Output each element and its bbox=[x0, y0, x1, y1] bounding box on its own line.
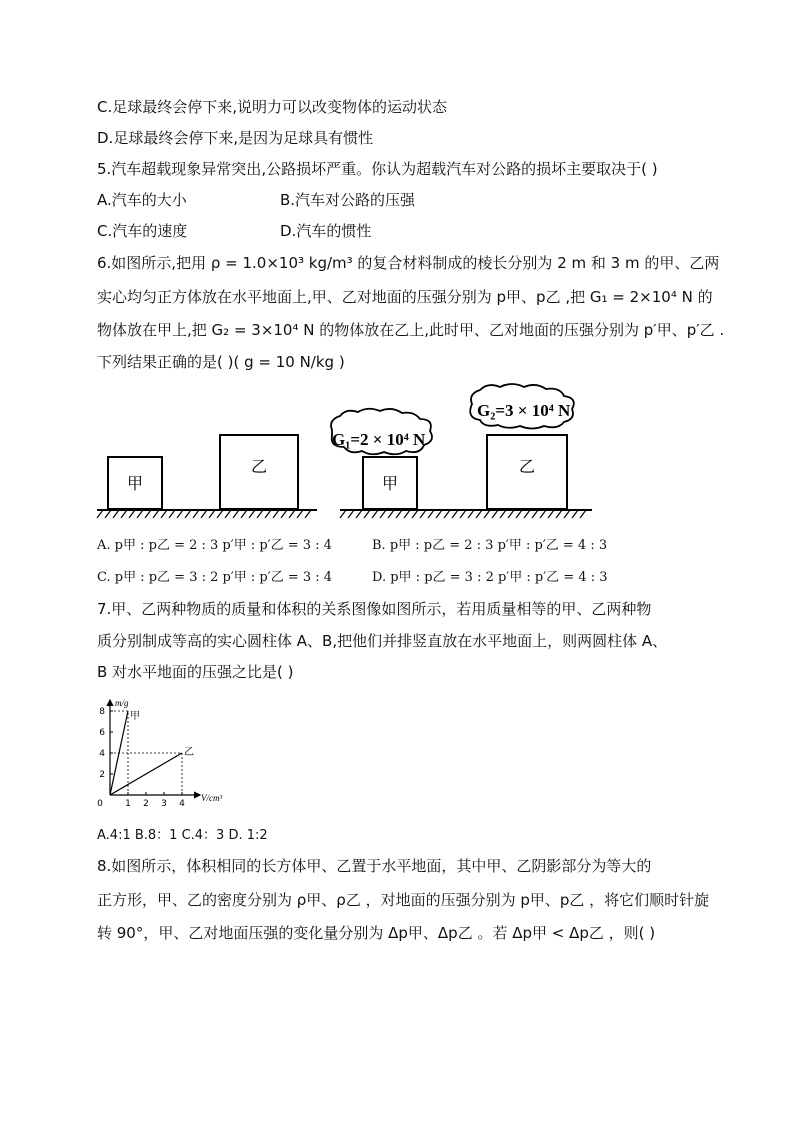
q5-option-b: B.汽车对公路的压强 bbox=[280, 191, 416, 209]
q5-option-d: D.汽车的惯性 bbox=[280, 222, 372, 240]
hatch-mark bbox=[297, 510, 303, 518]
hatch-mark bbox=[169, 510, 175, 518]
hatch-mark bbox=[201, 510, 207, 518]
hatch-mark bbox=[548, 510, 554, 518]
hatch-mark bbox=[476, 510, 482, 518]
series-label-1: 乙 bbox=[184, 747, 194, 758]
hatch-mark bbox=[564, 510, 570, 518]
q6-stem-line1: 6.如图所示,把用 ρ = 1.0×10³ kg/m³ 的复合材料制成的棱长分别为 2 m 和 3 m 的甲、乙两 bbox=[97, 254, 720, 272]
block-jia-left-label: 甲 bbox=[126, 474, 144, 493]
hatch-mark bbox=[396, 510, 402, 518]
hatch-mark bbox=[233, 510, 239, 518]
block-yi-right-label: 乙 bbox=[518, 457, 536, 476]
hatch-mark bbox=[225, 510, 231, 518]
hatch-mark bbox=[121, 510, 127, 518]
y-tick-label: 6 bbox=[99, 728, 105, 738]
hatch-mark bbox=[388, 510, 394, 518]
hatch-mark bbox=[508, 510, 514, 518]
x-tick-label: 2 bbox=[143, 799, 149, 809]
hatch-mark bbox=[161, 510, 167, 518]
q4-option-d: D.足球最终会停下来,是因为足球具有惯性 bbox=[97, 129, 374, 147]
ground-hatch-left bbox=[97, 510, 311, 518]
q8-stem-line2: 正方形，甲、乙的密度分别为 ρ甲、ρ乙 ，对地面的压强分别为 p甲、p乙 ，将它们顺时针旋 bbox=[97, 891, 710, 909]
hatch-mark bbox=[137, 510, 143, 518]
hatch-mark bbox=[209, 510, 215, 518]
q8-stem-line1: 8.如图所示，体积相同的长方体甲、乙置于水平地面，其中甲、乙阴影部分为等大的 bbox=[97, 857, 652, 875]
hatch-mark bbox=[580, 510, 586, 518]
hatch-mark bbox=[412, 510, 418, 518]
cloud-g2-label: G₂=3 × 10⁴ N bbox=[477, 401, 571, 420]
hatch-mark bbox=[468, 510, 474, 518]
hatch-mark bbox=[217, 510, 223, 518]
hatch-mark bbox=[340, 510, 346, 518]
hatch-mark bbox=[380, 510, 386, 518]
hatch-mark bbox=[556, 510, 562, 518]
hatch-mark bbox=[185, 510, 191, 518]
q5-option-c: C.汽车的速度 bbox=[97, 222, 188, 240]
y-tick-label: 4 bbox=[99, 749, 105, 759]
hatch-mark bbox=[356, 510, 362, 518]
ground-hatch-right bbox=[340, 510, 586, 518]
hatch-mark bbox=[145, 510, 151, 518]
cloud-g1-label: G₁=2 × 10⁴ N bbox=[332, 430, 426, 449]
hatch-mark bbox=[372, 510, 378, 518]
q6-stem-line3: 物体放在甲上,把 G₂ = 3×10⁴ N 的物体放在乙上,此时甲、乙对地面的压强分别为 p′甲、p′乙 . bbox=[97, 321, 725, 339]
hatch-mark bbox=[305, 510, 311, 518]
hatch-mark bbox=[516, 510, 522, 518]
hatch-mark bbox=[281, 510, 287, 518]
x-axis-label: V/cm³ bbox=[201, 793, 223, 803]
hatch-mark bbox=[364, 510, 370, 518]
q6-figure-right bbox=[332, 390, 600, 530]
hatch-mark bbox=[193, 510, 199, 518]
hatch-mark bbox=[492, 510, 498, 518]
x-tick-label: 3 bbox=[161, 799, 167, 809]
hatch-mark bbox=[500, 510, 506, 518]
hatch-mark bbox=[572, 510, 578, 518]
hatch-mark bbox=[265, 510, 271, 518]
q7-stem-line1: 7.甲、乙两种物质的质量和体积的关系图像如图所示，若用质量相等的甲、乙两种物 bbox=[97, 600, 652, 618]
q5-stem: 5.汽车超载现象异常突出,公路损坏严重。你认为超载汽车对公路的损坏主要取决于( ) bbox=[97, 160, 658, 178]
block-yi-left-label: 乙 bbox=[250, 457, 268, 476]
q7-stem-line3: B 对水平地面的压强之比是( ) bbox=[97, 663, 294, 681]
hatch-mark bbox=[524, 510, 530, 518]
hatch-mark bbox=[444, 510, 450, 518]
hatch-mark bbox=[436, 510, 442, 518]
q7-options: A.4:1 B.8：1 C.4：3 D. 1:2 bbox=[97, 828, 268, 843]
series-line-1 bbox=[110, 753, 182, 795]
hatch-mark bbox=[153, 510, 159, 518]
x-tick-label: 4 bbox=[179, 799, 185, 809]
hatch-mark bbox=[428, 510, 434, 518]
q6-option-a: A. p甲 : p乙 = 2 : 3 p′甲 : p′乙 = 3 : 4 bbox=[97, 538, 332, 553]
q6-figure-left bbox=[97, 390, 327, 530]
q4-option-c: C.足球最终会停下来,说明力可以改变物体的运动状态 bbox=[97, 98, 448, 116]
q8-stem-line3: 转 90°，甲、乙对地面压强的变化量分别为 Δp甲、Δp乙 。若 Δp甲 < Δp乙 ，则( ) bbox=[97, 924, 656, 942]
hatch-mark bbox=[113, 510, 119, 518]
hatch-mark bbox=[257, 510, 263, 518]
hatch-mark bbox=[129, 510, 135, 518]
hatch-mark bbox=[348, 510, 354, 518]
q7-stem-line2: 质分别制成等高的实心圆柱体 A、B,把他们并排竖直放在水平地面上，则两圆柱体 A、 bbox=[97, 632, 668, 650]
q7-mass-volume-chart bbox=[95, 695, 255, 820]
hatch-mark bbox=[460, 510, 466, 518]
y-tick-label: 8 bbox=[99, 707, 105, 717]
hatch-mark bbox=[289, 510, 295, 518]
block-jia-right-label: 甲 bbox=[381, 474, 399, 493]
hatch-mark bbox=[484, 510, 490, 518]
hatch-mark bbox=[241, 510, 247, 518]
y-tick-label: 2 bbox=[99, 770, 105, 780]
q6-stem-line4: 下列结果正确的是( )( g = 10 N/kg ) bbox=[97, 353, 345, 371]
hatch-mark bbox=[105, 510, 111, 518]
series-label-0: 甲 bbox=[130, 711, 140, 722]
q5-option-a: A.汽车的大小 bbox=[97, 191, 187, 209]
q6-option-c: C. p甲 : p乙 = 3 : 2 p′甲 : p′乙 = 3 : 4 bbox=[97, 570, 333, 585]
hatch-mark bbox=[249, 510, 255, 518]
q6-option-b: B. p甲 : p乙 = 2 : 3 p′甲 : p′乙 = 4 : 3 bbox=[372, 538, 608, 553]
hatch-mark bbox=[540, 510, 546, 518]
hatch-mark bbox=[97, 510, 103, 518]
q6-option-d: D. p甲 : p乙 = 3 : 2 p′甲 : p′乙 = 4 : 3 bbox=[372, 570, 608, 585]
hatch-mark bbox=[177, 510, 183, 518]
hatch-mark bbox=[452, 510, 458, 518]
hatch-mark bbox=[532, 510, 538, 518]
hatch-mark bbox=[404, 510, 410, 518]
q6-stem-line2: 实心均匀正方体放在水平地面上,甲、乙对地面的压强分别为 p甲、p乙 ,把 G₁ = 2×10⁴ N 的 bbox=[97, 288, 713, 306]
x-tick-label: 1 bbox=[125, 799, 131, 809]
x-tick-label: 0 bbox=[97, 799, 103, 809]
hatch-mark bbox=[273, 510, 279, 518]
hatch-mark bbox=[420, 510, 426, 518]
y-axis-label: m/g bbox=[115, 698, 129, 708]
